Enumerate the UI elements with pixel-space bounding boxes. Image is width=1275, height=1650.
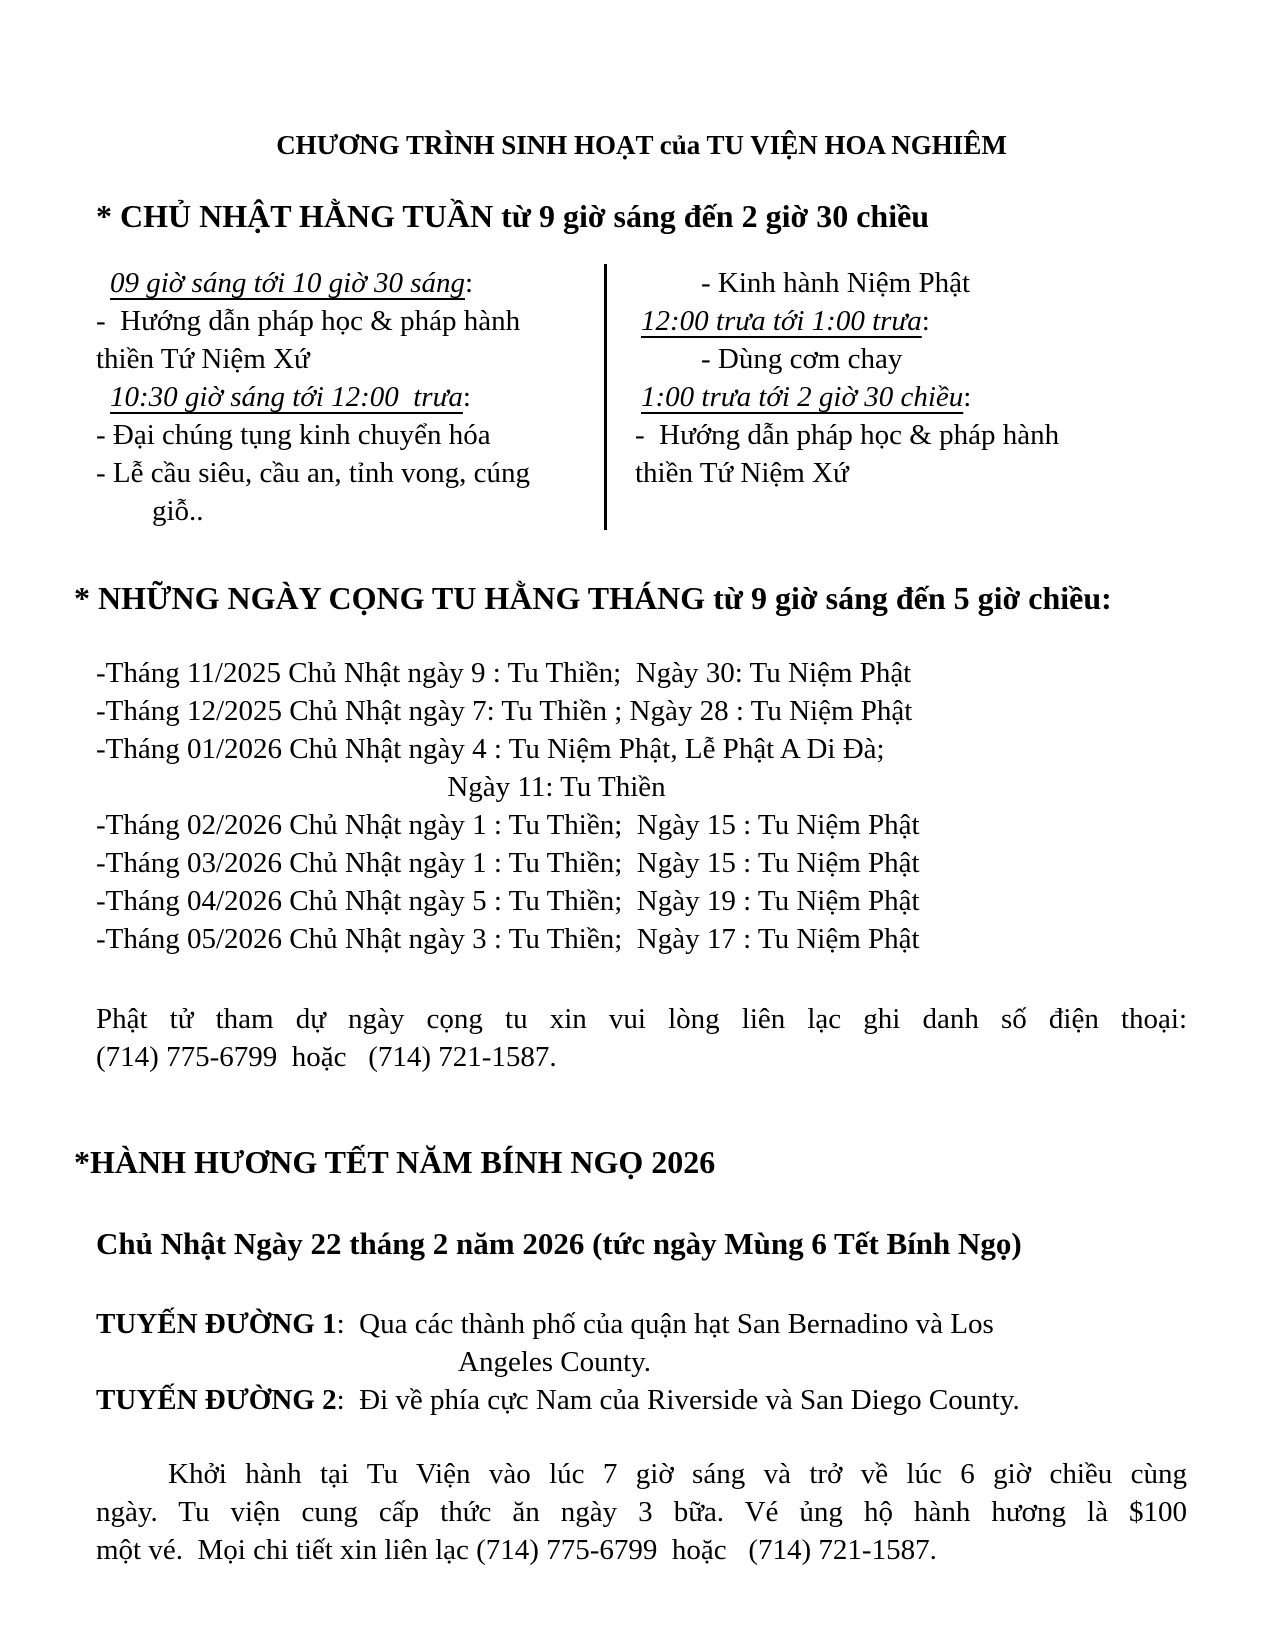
left-activity-3a: - Lễ cầu siêu, cầu an, tỉnh vong, cúng	[96, 457, 531, 489]
route-2-description: : Đi về phía cực Nam của Riverside và San Diego County.	[336, 1384, 1020, 1416]
route-1-description-continued: Angeles County.	[458, 1346, 652, 1378]
contact-phone-numbers: (714) 775-6799 hoặc (714) 721-1587.	[96, 1041, 557, 1073]
monthly-line-continuation: Ngày 11: Tu Thiền	[447, 771, 666, 803]
right-activity-3b: thiền Tứ Niệm Xứ	[635, 457, 849, 489]
right-activity-1: - Kinh hành Niệm Phật	[701, 267, 971, 299]
registration-contact-note	[96, 1000, 1187, 1076]
right-time-slot-2	[635, 378, 1187, 416]
time-range-text: 12:00 trưa tới 1:00 trưa	[641, 305, 922, 337]
details-text: Khởi hành tại Tu Viện vào lúc 7 giờ sáng và trở về lúc 6 giờ chiều cùng	[168, 1458, 1187, 1490]
colon: :	[464, 267, 474, 299]
right-activity-3a: - Hướng dẫn pháp học & pháp hành	[635, 419, 1060, 451]
weekly-right-column	[604, 264, 1187, 530]
monthly-line: -Tháng 01/2026 Chủ Nhật ngày 4 : Tu Niệm Phật, Lễ Phật A Di Đà;	[96, 733, 885, 765]
left-time-slot-1	[96, 264, 596, 302]
details-text: một vé. Mọi chi tiết xin liên lạc (714) 775-6799 hoặc (714) 721-1587.	[96, 1534, 937, 1566]
colon: :	[963, 381, 972, 413]
left-activity-3b: giỗ..	[152, 495, 204, 527]
time-range-text: 09 giờ sáng tới 10 giờ 30 sáng	[110, 267, 465, 299]
monthly-line: -Tháng 05/2026 Chủ Nhật ngày 3 : Tu Thiền; Ngày 17 : Tu Niệm Phật	[96, 923, 920, 955]
weekly-schedule-heading: * CHỦ NHẬT HẰNG TUẦN từ 9 giờ sáng đến 2 giờ 30 chiều	[96, 198, 930, 234]
route-2-label: TUYẾN ĐƯỜNG 2	[96, 1384, 337, 1416]
right-time-slot-1	[635, 302, 1187, 340]
time-range-text: 1:00 trưa tới 2 giờ 30 chiều	[641, 381, 964, 413]
time-range-text: 10:30 giờ sáng tới 12:00 trưa	[110, 381, 463, 413]
pilgrimage-details-paragraph	[96, 1455, 1187, 1569]
left-time-slot-2	[96, 378, 596, 416]
document-title: CHƯƠNG TRÌNH SINH HOẠT của TU VIỆN HOA NGHIÊM	[276, 130, 1007, 160]
monthly-line: -Tháng 12/2025 Chủ Nhật ngày 7: Tu Thiền ; Ngày 28 : Tu Niệm Phật	[96, 695, 913, 727]
pilgrimage-date: Chủ Nhật Ngày 22 tháng 2 năm 2026 (tức ngày Mùng 6 Tết Bính Ngọ)	[96, 1226, 1022, 1261]
monthly-line: -Tháng 04/2026 Chủ Nhật ngày 5 : Tu Thiền; Ngày 19 : Tu Niệm Phật	[96, 885, 920, 917]
contact-text: Phật tử tham dự ngày cọng tu xin vui lòng liên lạc ghi danh số điện thoại:	[96, 1003, 1187, 1035]
weekly-left-column	[96, 264, 604, 530]
monthly-retreat-heading: * NHỮNG NGÀY CỌNG TU HẰNG THÁNG từ 9 giờ sáng đến 5 giờ chiều:	[74, 580, 1112, 616]
colon: :	[462, 381, 471, 413]
left-activity-1a: - Hướng dẫn pháp học & pháp hành	[96, 305, 521, 337]
route-1-label: TUYẾN ĐƯỜNG 1	[96, 1308, 337, 1340]
monthly-line: -Tháng 03/2026 Chủ Nhật ngày 1 : Tu Thiền; Ngày 15 : Tu Niệm Phật	[96, 847, 920, 879]
monthly-line: -Tháng 02/2026 Chủ Nhật ngày 1 : Tu Thiền; Ngày 15 : Tu Niệm Phật	[96, 809, 920, 841]
colon: :	[921, 305, 930, 337]
route-1-description: : Qua các thành phố của quận hạt San Bernadino và Los	[336, 1308, 994, 1340]
route-1-line	[96, 1305, 1187, 1343]
weekly-schedule-columns	[96, 264, 1187, 530]
monthly-retreat-list	[96, 654, 1187, 958]
right-activity-2: - Dùng cơm chay	[701, 343, 903, 375]
left-activity-2: - Đại chúng tụng kinh chuyển hóa	[96, 419, 491, 451]
route-2-line	[96, 1381, 1187, 1419]
left-activity-1b: thiền Tứ Niệm Xứ	[96, 343, 310, 375]
monthly-line: -Tháng 11/2025 Chủ Nhật ngày 9 : Tu Thiền; Ngày 30: Tu Niệm Phật	[96, 657, 912, 689]
details-text: ngày. Tu viện cung cấp thức ăn ngày 3 bữa. Vé ủng hộ hành hương là $100	[96, 1496, 1187, 1528]
pilgrimage-heading: *HÀNH HƯƠNG TẾT NĂM BÍNH NGỌ 2026	[74, 1144, 716, 1180]
